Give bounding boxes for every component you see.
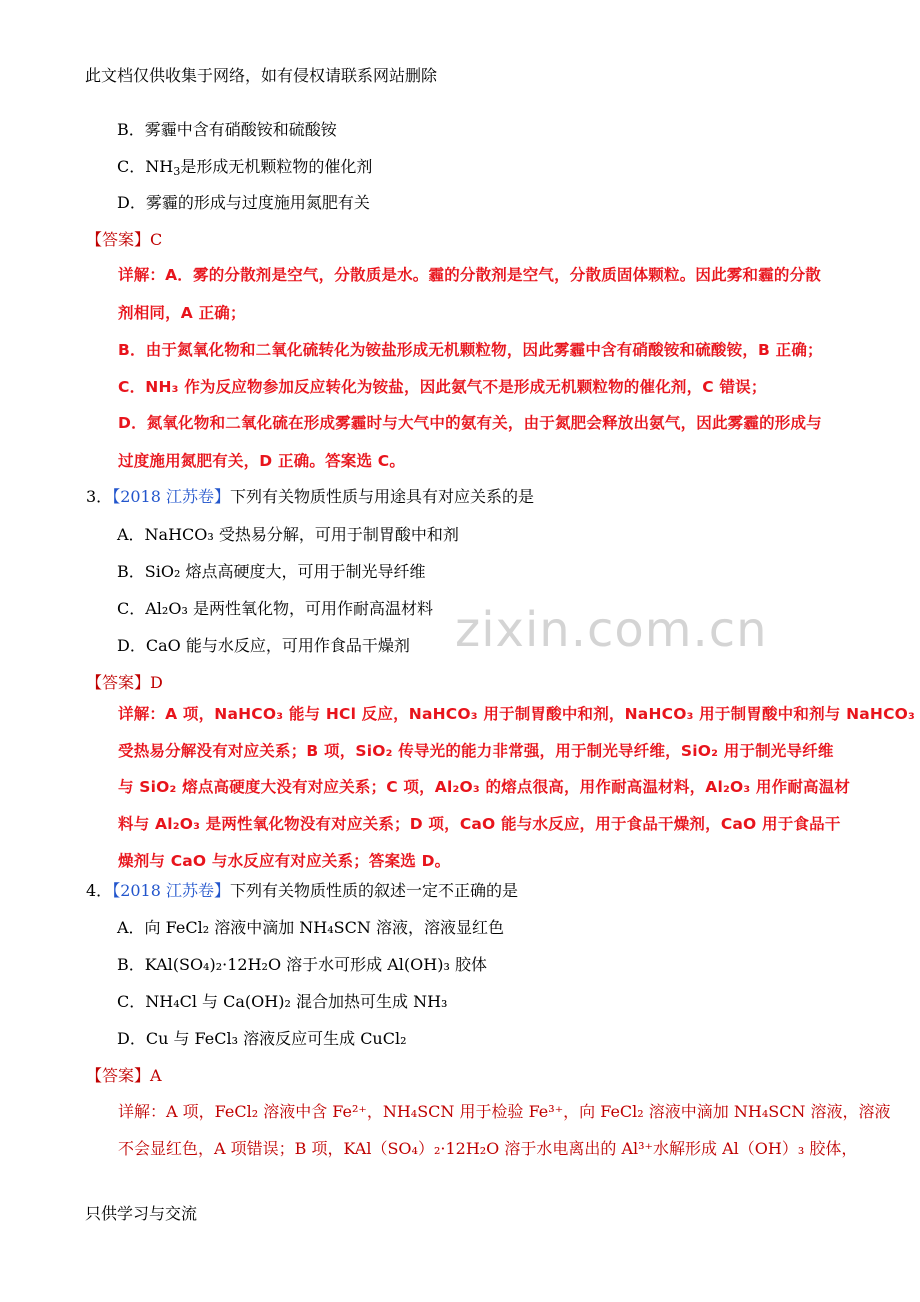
q2-option-d: D．雾霾的形成与过度施用氮肥有关 — [117, 193, 370, 212]
q3-explanation-line-5: 燥剂与 CaO 与水反应有对应关系；答案选 D。 — [118, 852, 451, 870]
q2-option-c-text-2: 是形成无机颗粒物的催化剂 — [180, 157, 373, 176]
q3-explanation-line-3: 与 SiO₂ 熔点高硬度大没有对应关系；C 项，Al₂O₃ 的熔点很高，用作耐高温材料，Al₂O₃ 用作耐高温材 — [118, 778, 851, 796]
q4-option-a: A．向 FeCl₂ 溶液中滴加 NH₄SCN 溶液，溶液显红色 — [117, 918, 504, 937]
q3-explanation-line-2: 受热易分解没有对应关系；B 项，SiO₂ 传导光的能力非常强，用于制光导纤维，SiO₂ 用于制光导纤维 — [118, 742, 834, 760]
q2-option-c — [117, 157, 372, 182]
q4-stem-text: 下列有关物质性质的叙述一定不正确的是 — [230, 881, 519, 900]
q2-explanation-line-1: 详解：A．雾的分散剂是空气，分散质是水。霾的分散剂是空气，分散质固体颗粒。因此雾和霾的分散 — [118, 266, 821, 284]
watermark: zixin.com.cn — [455, 602, 768, 658]
q2-explanation-line-6: 过度施用氮肥有关，D 正确。答案选 C。 — [118, 452, 406, 470]
q2-explanation-line-2: 剂相同，A 正确； — [118, 304, 246, 322]
q3-number: 3． — [86, 487, 113, 506]
q4-option-b: B．KAl(SO₄)₂·12H₂O 溶于水可形成 Al(OH)₃ 胶体 — [117, 955, 487, 974]
q2-explanation-line-5: D．氮氧化物和二氧化硫在形成雾霾时与大气中的氨有关，由于氮肥会释放出氨气，因此雾霾的形成与 — [118, 414, 822, 432]
q2-option-b: B．雾霾中含有硝酸铵和硫酸铵 — [117, 120, 337, 139]
q2-explanation-line-3: B．由于氮氧化物和二氧化硫转化为铵盐形成无机颗粒物，因此雾霾中含有硝酸铵和硫酸铵，B 正确； — [118, 341, 823, 359]
q4-option-d: D．Cu 与 FeCl₃ 溶液反应可生成 CuCl₂ — [117, 1029, 407, 1048]
q3-explanation-line-4: 料与 Al₂O₃ 是两性氧化物没有对应关系；D 项，CaO 能与水反应，用于食品干燥剂，CaO 用于食品干 — [118, 815, 841, 833]
q3-stem — [86, 487, 534, 507]
q4-explanation-line-2: 不会显红色，A 项错误；B 项，KAl（SO₄）₂·12H₂O 溶于水电离出的 Al³⁺水解形成 Al（OH）₃ 胶体， — [118, 1139, 858, 1158]
q4-option-c: C．NH₄Cl 与 Ca(OH)₂ 混合加热可生成 NH₃ — [117, 992, 448, 1011]
q2-option-c-subscript: 3 — [173, 165, 181, 178]
q3-source-tag: 【2018 江苏卷】 — [112, 487, 230, 506]
q4-stem — [86, 881, 518, 901]
q4-number: 4． — [86, 881, 113, 900]
q3-stem-text: 下列有关物质性质与用途具有对应关系的是 — [230, 487, 535, 506]
header-note: 此文档仅供收集于网络，如有侵权请联系网站删除 — [85, 66, 438, 85]
q4-explanation-line-1: 详解：A 项，FeCl₂ 溶液中含 Fe²⁺，NH₄SCN 用于检验 Fe³⁺，向 FeCl₂ 溶液中滴加 NH₄SCN 溶液，溶液 — [118, 1102, 891, 1121]
q4-answer: 【答案】A — [86, 1066, 162, 1085]
q4-source-tag: 【2018 江苏卷】 — [112, 881, 230, 900]
q2-option-c-text-1: C．NH — [117, 157, 174, 176]
footer-note: 只供学习与交流 — [85, 1204, 198, 1223]
q3-option-a: A．NaHCO₃ 受热易分解，可用于制胃酸中和剂 — [117, 525, 459, 544]
q3-option-b: B．SiO₂ 熔点高硬度大，可用于制光导纤维 — [117, 562, 426, 581]
q3-explanation-line-1: 详解：A 项，NaHCO₃ 能与 HCl 反应，NaHCO₃ 用于制胃酸中和剂，NaHCO₃ 用于制胃酸中和剂与 NaHCO₃ — [118, 705, 916, 723]
q3-option-d: D．CaO 能与水反应，可用作食品干燥剂 — [117, 636, 410, 655]
q3-option-c: C．Al₂O₃ 是两性氧化物，可用作耐高温材料 — [117, 599, 433, 618]
q2-explanation-line-4: C．NH₃ 作为反应物参加反应转化为铵盐，因此氨气不是形成无机颗粒物的催化剂，C 错误； — [118, 378, 767, 396]
q2-answer: 【答案】C — [86, 230, 163, 249]
q3-answer: 【答案】D — [86, 673, 163, 692]
